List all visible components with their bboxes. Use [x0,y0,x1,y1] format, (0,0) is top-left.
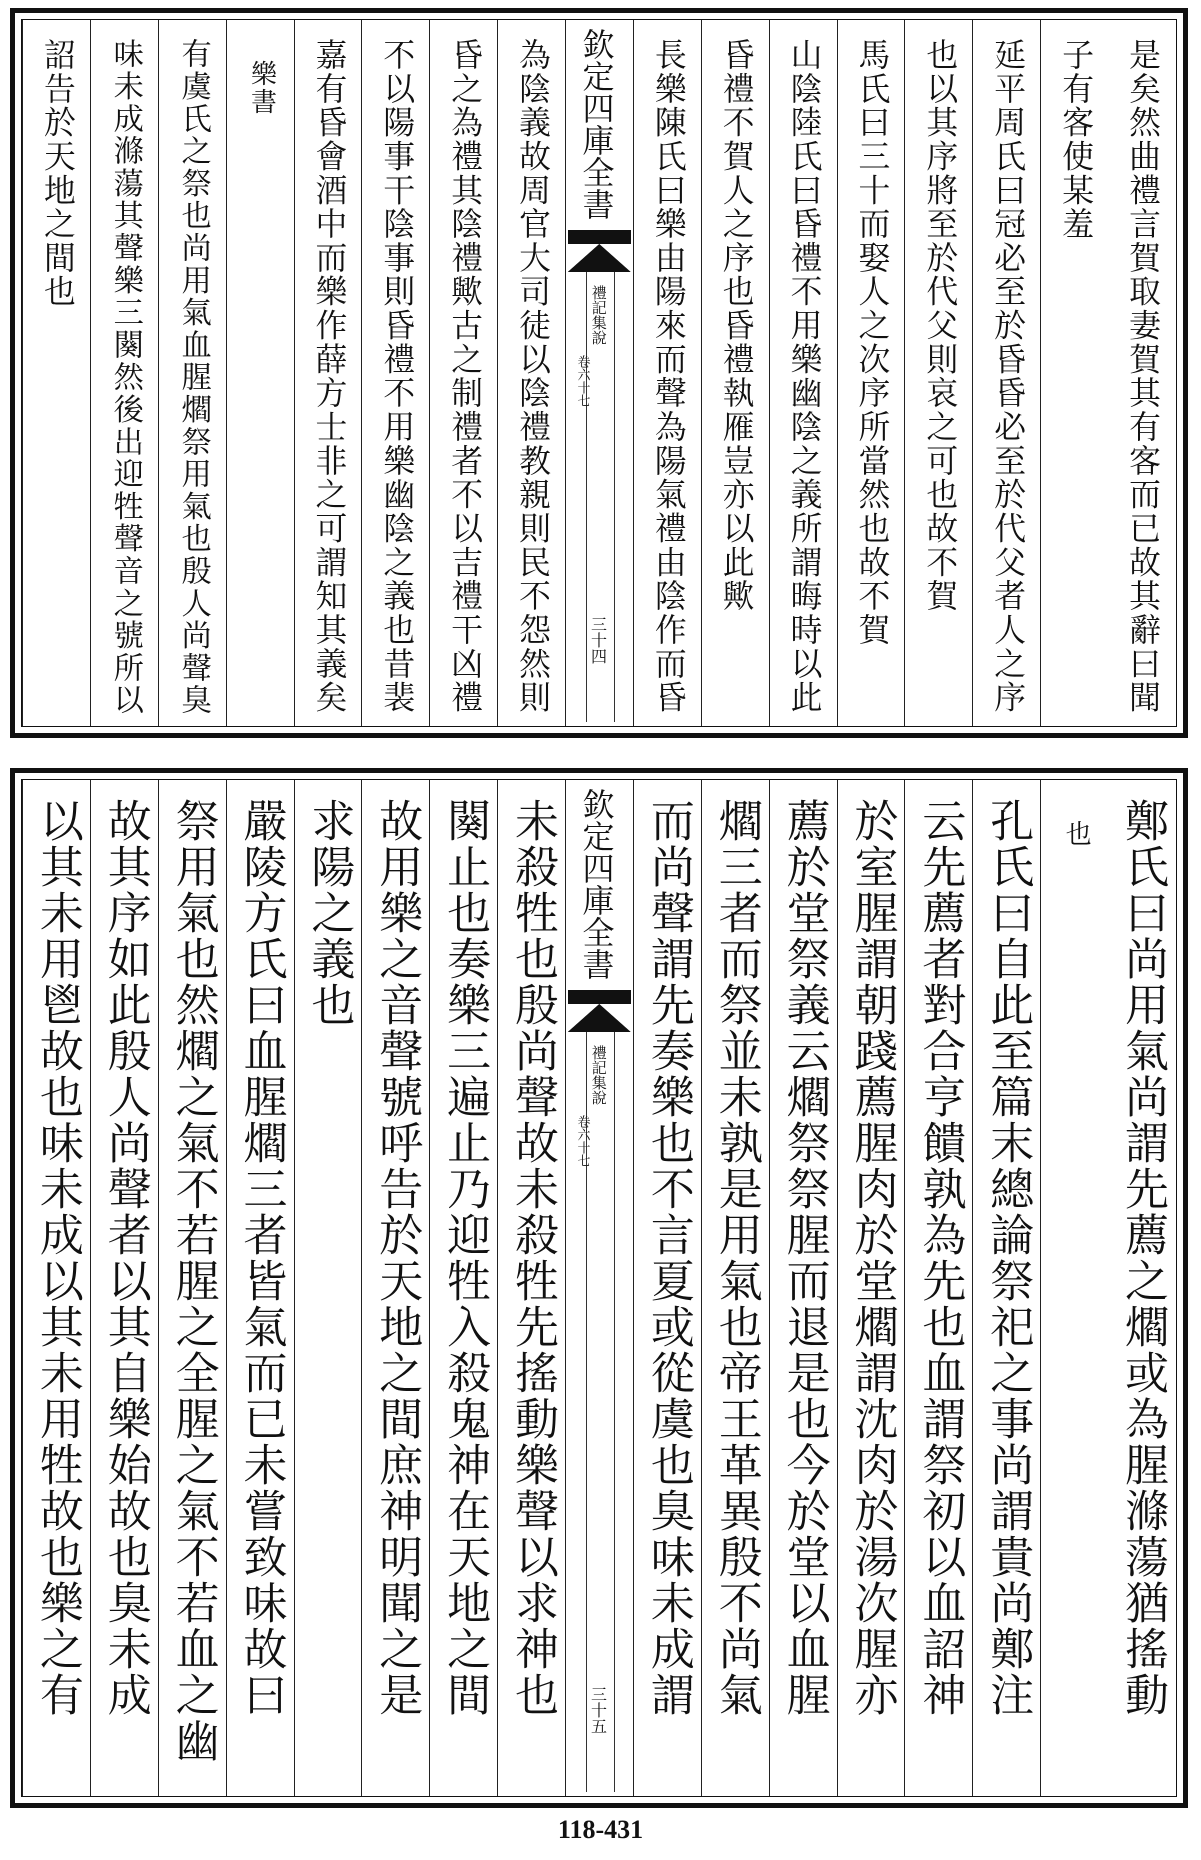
column-text: 嘉有昏會酒中而樂作薛方士非之可謂知其義矣 [310,38,349,715]
text-column [22,780,90,1796]
column-text: 故其序如此殷人尚聲者以其自樂始故也臭未成 [99,798,151,1718]
column-text: 爓三者而祭並未孰是用氣也帝王革異殷不尚氣 [710,798,762,1718]
center-collection-title: 欽定四庫全書 [577,28,616,220]
text-column [1040,780,1108,1796]
center-rule-right [614,272,615,722]
column-text: 薦於堂祭義云爓祭祭腥而退是也今於堂以血腥 [778,798,830,1718]
center-book-title: 禮記集說 [589,285,608,345]
text-column [226,20,294,726]
bottom-page-frame [21,779,1177,1797]
text-column [1108,20,1176,726]
text-column [904,20,972,726]
bottom-page [10,768,1188,1808]
text-column [633,780,701,1796]
top-page [10,8,1188,738]
center-volume: 卷六十七 [574,1115,590,1167]
center-rule-right [614,1032,615,1792]
column-text: 求陽之義也 [303,798,355,1028]
column-text: 馬氏曰三十而娶人之次序所當然也故不賀 [853,38,892,647]
column-text: 也 [1061,820,1092,848]
text-column [837,20,905,726]
column-text: 為陰義故周官大司徒以陰禮教親則民不怨然則 [514,38,553,715]
fishtail-ornament [568,990,631,1032]
column-text: 樂書 [246,60,277,116]
column-text: 味未成滌蕩其聲樂三闋然後出迎牲聲音之號所以 [107,38,143,717]
top-page-frame [21,19,1177,727]
column-text: 未殺牲也殷尚聲故未殺牲先搖動樂聲以求神也 [507,798,559,1718]
column-text: 是矣然曲禮言賀取妻賀其有客而已故其辭曰聞 [1123,38,1162,715]
column-text: 子有客使某羞 [1057,38,1096,241]
column-text: 以其未用鬯故也味未成以其未用牲故也樂之有 [31,798,83,1718]
column-text: 山陰陸氏曰昏禮不用樂幽陰之義所謂晦時以此 [785,38,824,715]
column-text: 昏禮不賀人之序也昏禮執雁豈亦以此歟 [717,38,756,613]
text-column [294,780,362,1796]
column-text: 云先薦者對合亨饋孰為先也血謂祭初以血詔神 [914,798,966,1718]
column-text: 不以陽事干陰事則昏禮不用樂幽陰之義也昔裴 [378,38,417,715]
text-column [361,20,429,726]
text-column [769,780,837,1796]
center-volume: 卷六十七 [574,355,590,407]
page-footer-number: 118-431 [557,1815,644,1844]
column-text: 詔告於天地之間也 [38,38,77,309]
text-column [904,780,972,1796]
text-column [158,20,226,726]
center-leaf-number: 三十五 [588,1686,608,1734]
column-text: 祭用氣也然爓之氣不若腥之全腥之氣不若血之幽 [167,798,219,1764]
column-text: 也以其序將至於代父則哀之可也故不賀 [921,38,960,613]
column-text: 昏之為禮其陰禮歟古之制禮者不以吉禮干凶禮 [446,38,485,715]
text-column [1040,20,1108,726]
column-text: 長樂陳氏曰樂由陽來而聲為陽氣禮由陰作而昏 [649,38,688,715]
text-column [972,780,1040,1796]
column-text: 嚴陵方氏曰血腥爓三者皆氣而已未嘗致味故曰 [235,798,287,1718]
fishtail-ornament [568,230,631,272]
column-text: 延平周氏曰冠必至於昏昏必至於代父者人之序 [989,38,1028,715]
column-text: 有虞氏之祭也尚用氣血腥爓祭用氣也殷人尚聲臭 [175,38,211,717]
text-column [158,780,226,1796]
center-book-title: 禮記集說 [589,1045,608,1105]
column-text: 故用樂之音聲號呼告於天地之間庶神明聞之是 [371,798,423,1718]
column-text: 鄭氏曰尚用氣尚謂先薦之爓或為腥滌蕩猶搖動 [1116,798,1168,1718]
text-column [429,780,497,1796]
text-column [226,780,294,1796]
text-column [90,20,158,726]
text-column [90,780,158,1796]
column-text: 孔氏曰自此至篇末總論祭祀之事尚謂貴尚鄭注 [982,798,1034,1718]
text-column [429,20,497,726]
text-column [769,20,837,726]
center-margin-column [565,780,633,1796]
column-text: 闋止也奏樂三遍止乃迎牲入殺鬼神在天地之間 [439,798,491,1718]
column-text: 而尚聲謂先奏樂也不言夏或從虞也臭味未成謂 [642,798,694,1718]
text-column [497,780,565,1796]
text-column [972,20,1040,726]
center-collection-title: 欽定四庫全書 [577,788,616,980]
text-column [701,780,769,1796]
text-column [837,780,905,1796]
text-column [633,20,701,726]
text-column [1108,780,1176,1796]
text-column [22,20,90,726]
center-margin-column [565,20,633,726]
text-column [361,780,429,1796]
text-column [701,20,769,726]
column-text: 於室腥謂朝踐薦腥肉於堂爓謂沈肉於湯次腥亦 [846,798,898,1718]
text-column [497,20,565,726]
center-leaf-number: 三十四 [588,616,608,664]
text-column [294,20,362,726]
